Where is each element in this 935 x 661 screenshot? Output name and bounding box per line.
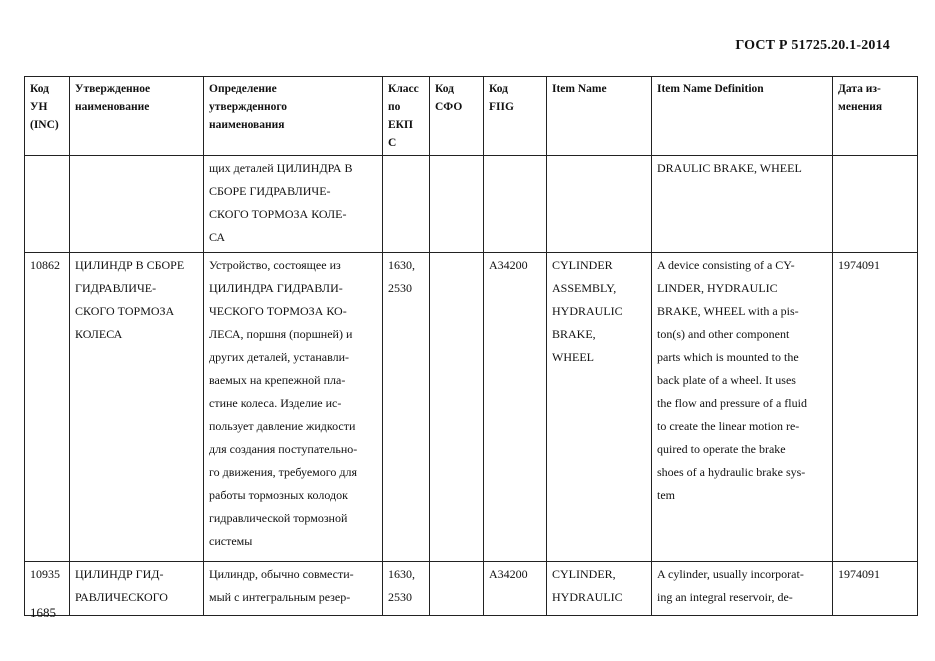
cell-change-date bbox=[833, 156, 918, 253]
cell-approved-name bbox=[70, 156, 204, 253]
col-header-item-definition: Item Name Definition bbox=[652, 77, 833, 156]
cell-approved-name: ЦИЛИНДР В СБОРЕ ГИДРАВЛИЧЕ- СКОГО ТОРМОЗА КОЛЕСА bbox=[70, 253, 204, 562]
cell-item-definition: A cylinder, usually incorporat- ing an integral reservoir, de- bbox=[652, 562, 833, 616]
table-header-row bbox=[25, 77, 918, 156]
cell-sfo bbox=[430, 562, 484, 616]
cell-item-definition: A device consisting of a CY- LINDER, HYDRAULIC BRAKE, WHEEL with a pis- ton(s) and other component parts which is mounted to the back plate of a wheel. It uses the flow and pressure of a fluid to create the linear motion re- quired to operate the brake shoes of a hydraulic brake sys- tem bbox=[652, 253, 833, 562]
cell-inc bbox=[25, 156, 70, 253]
cell-sfo bbox=[430, 156, 484, 253]
table-row bbox=[25, 156, 918, 253]
cell-class bbox=[383, 156, 430, 253]
col-header-change-date: Дата из- менения bbox=[833, 77, 918, 156]
cell-item-name: CYLINDER ASSEMBLY, HYDRAULIC BRAKE, WHEEL bbox=[547, 253, 652, 562]
page-number: 1685 bbox=[30, 605, 56, 620]
naming-table bbox=[24, 76, 918, 616]
cell-approved-name: ЦИЛИНДР ГИД- РАВЛИЧЕСКОГО bbox=[70, 562, 204, 616]
cell-class: 1630, 2530 bbox=[383, 253, 430, 562]
cell-inc: 10935 bbox=[25, 562, 70, 616]
col-header-fiig: Код FIIG bbox=[484, 77, 547, 156]
cell-change-date: 1974091 bbox=[833, 562, 918, 616]
standard-code: ГОСТ Р 51725.20.1-2014 bbox=[735, 38, 890, 53]
col-header-definition: Определение утвержденного наименования bbox=[204, 77, 383, 156]
cell-change-date: 1974091 bbox=[833, 253, 918, 562]
col-header-item-name: Item Name bbox=[547, 77, 652, 156]
cell-fiig: A34200 bbox=[484, 253, 547, 562]
cell-definition: Устройство, состоящее из ЦИЛИНДРА ГИДРАВЛИ- ЧЕСКОГО ТОРМОЗА КО- ЛЕСА, поршня (поршней) и других деталей, устанавли- ваемых на крепежной пла- стине колеса. Изделие ис- пользует давление жидкости для создания поступательно- го движения, требуемого для работы тормозных колодок гидравлической тормозной системы bbox=[204, 253, 383, 562]
cell-definition: Цилиндр, обычно совмести- мый с интегральным резер- bbox=[204, 562, 383, 616]
cell-sfo bbox=[430, 253, 484, 562]
table-row bbox=[25, 562, 918, 616]
cell-item-name bbox=[547, 156, 652, 253]
cell-fiig: A34200 bbox=[484, 562, 547, 616]
cell-item-name: CYLINDER, HYDRAULIC bbox=[547, 562, 652, 616]
cell-fiig bbox=[484, 156, 547, 253]
col-header-sfo: Код СФО bbox=[430, 77, 484, 156]
col-header-inc: Код УН (INC) bbox=[25, 77, 70, 156]
col-header-class: Класс по ЕКП С bbox=[383, 77, 430, 156]
cell-class: 1630, 2530 bbox=[383, 562, 430, 616]
table-row bbox=[25, 253, 918, 562]
col-header-approved-name: Утвержденное наименование bbox=[70, 77, 204, 156]
cell-definition: щих деталей ЦИЛИНДРА В СБОРЕ ГИДРАВЛИЧЕ- СКОГО ТОРМОЗА КОЛЕ- СА bbox=[204, 156, 383, 253]
cell-inc: 10862 bbox=[25, 253, 70, 562]
cell-item-definition: DRAULIC BRAKE, WHEEL bbox=[652, 156, 833, 253]
